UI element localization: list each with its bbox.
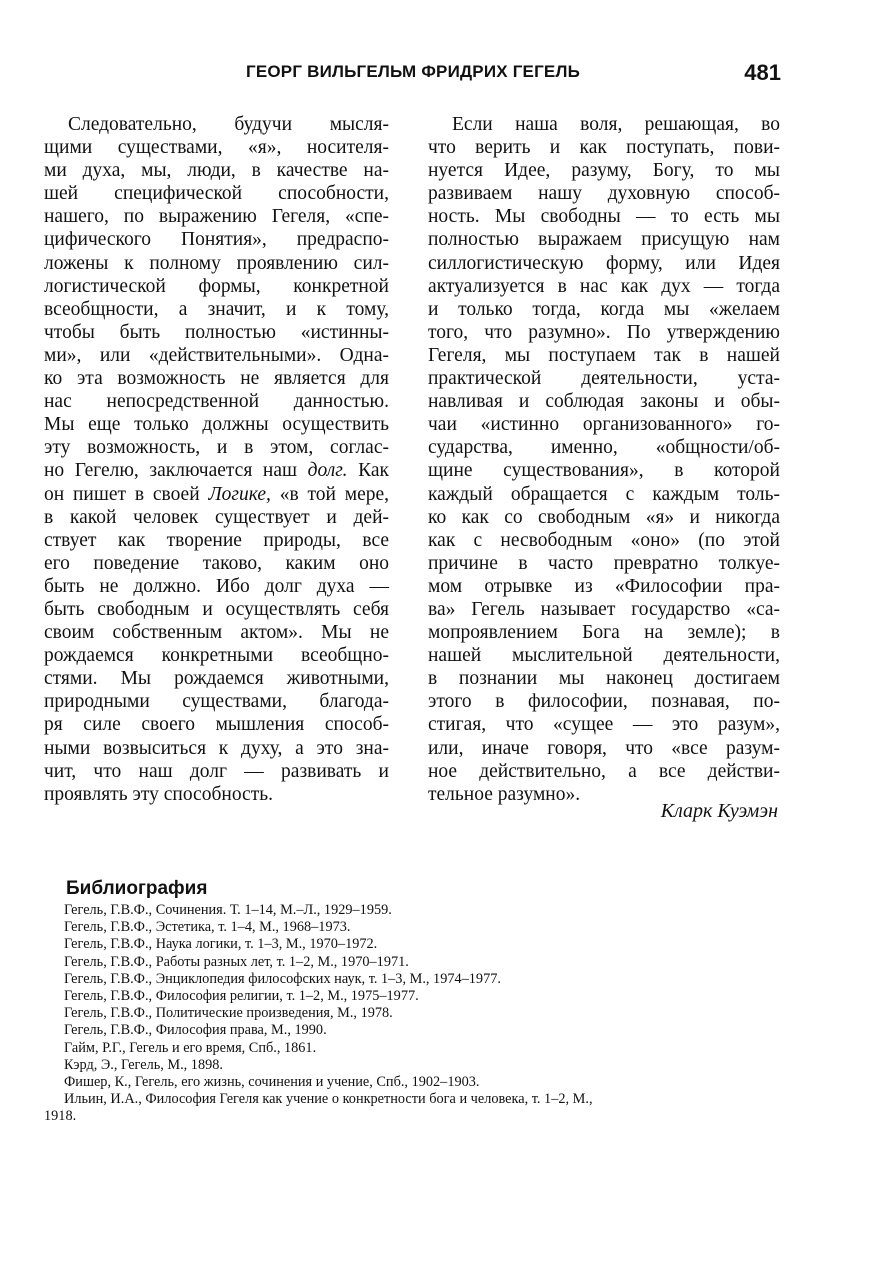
text-line: эту возможность, и в этом, соглас- — [44, 437, 389, 459]
text-line: чтобы быть полностью «истинны- — [44, 321, 389, 343]
text-line: цифического Понятия», предраспо- — [44, 229, 389, 251]
text-line: ко как со свободным «я» и никогда — [428, 506, 780, 528]
bibliography-item: Гегель, Г.В.Ф., Эстетика, т. 1–4, М., 1968–1973. — [64, 919, 351, 936]
bibliography-item-continuation: 1918. — [44, 1108, 77, 1125]
text-line: тельное разумно». — [428, 783, 581, 805]
bibliography-item: Гегель, Г.В.Ф., Наука логики, т. 1–3, М., 1970–1972. — [64, 936, 378, 953]
text-line: ствует как творение природы, все — [44, 529, 389, 551]
text-line: развиваем нашу духовную способ- — [428, 183, 780, 205]
text-line: своим собственным актом». Мы не — [44, 622, 389, 644]
text-line: ва» Гегель называет государство «са- — [428, 598, 780, 620]
text-line: ное действительно, а все действи- — [428, 760, 780, 782]
text-line: как с несвободным «оно» (по этой — [428, 529, 780, 551]
text-line: и только тогда, когда мы «желаем — [428, 298, 780, 320]
text-line: нас непосредственной данностью. — [44, 391, 389, 413]
text-line: быть свободным и осуществлять себя — [44, 598, 389, 620]
bibliography-item: Ильин, И.А., Философия Гегеля как учение о конкретности бога и человека, т. 1–2, М., — [64, 1091, 593, 1108]
text-line: чит, что наш долг — развивать и — [44, 760, 389, 782]
text-line: Если наша воля, решающая, во — [452, 114, 780, 135]
text-line: полностью выражаем присущую нам — [428, 229, 780, 251]
bibliography-item: Гегель, Г.В.Ф., Энциклопедия философских наук, т. 1–3, М., 1974–1977. — [64, 970, 501, 987]
text-line: природными существами, благода- — [44, 691, 389, 713]
bibliography-item: Гегель, Г.В.Ф., Работы разных лет, т. 1–2, М., 1970–1971. — [64, 953, 409, 970]
text-line: проявлять эту способность. — [44, 783, 274, 805]
text-line: Следовательно, будучи мысля- — [68, 114, 389, 135]
text-line: всеобщности, а значит, и к тому, — [44, 298, 389, 320]
text-line: силлогистическую форму, или Идея — [428, 252, 780, 274]
text-line: ко эта возможность не является для — [44, 368, 389, 390]
text-line: нашего, по выражению Гегеля, «спе- — [44, 206, 389, 228]
bibliography-title: Библиография — [66, 878, 208, 899]
text-line: сударства, именно, «общности/об- — [428, 437, 780, 459]
text-line: в познании мы наконец достигаем — [428, 668, 780, 690]
text-line: мом отрывке из «Философии пра- — [428, 575, 780, 597]
text-line: шей специфической способности, — [44, 183, 389, 205]
text-line: практической деятельности, уста- — [428, 368, 780, 390]
text-line: ными возвыситься к духу, а это зна- — [44, 737, 389, 759]
text-line: каждый обращается с каждым толь- — [428, 483, 780, 505]
bibliography-item: Гайм, Р.Г., Гегель и его время, Спб., 1861. — [64, 1039, 317, 1056]
running-title: ГЕОРГ ВИЛЬГЕЛЬМ ФРИДРИХ ГЕГЕЛЬ — [246, 62, 581, 81]
bibliography-item: Гегель, Г.В.Ф., Политические произведения, М., 1978. — [64, 1005, 393, 1022]
text-line: причине в часто превратно толкуе- — [428, 552, 780, 574]
text-line: он пишет в своей Логике, «в той мере, — [44, 483, 390, 505]
bibliography-item: Кэрд, Э., Гегель, М., 1898. — [64, 1056, 223, 1073]
text-line: того, что разумно». По утверждению — [428, 321, 780, 343]
text-line: быть не должно. Ибо долг духа — — [44, 575, 389, 597]
text-line: Мы еще только должны осуществить — [44, 414, 389, 436]
text-line: стигая, что «сущее — это разум», — [428, 714, 780, 736]
text-line: что верить и как поступать, пови- — [428, 137, 780, 159]
text-line: ми», или «действительными». Одна- — [44, 344, 389, 366]
text-line: актуализуется в нас как дух — тогда — [428, 275, 780, 297]
text-line: или, иначе говоря, что «все разум- — [428, 737, 780, 759]
text-line: нашей мыслительной деятельности, — [428, 645, 780, 667]
text-line: Гегеля, мы поступаем так в нашей — [428, 344, 780, 366]
text-line: навливая и соблюдая законы и обы- — [428, 391, 780, 413]
bibliography-item: Фишер, К., Гегель, его жизнь, сочинения и учение, Спб., 1902–1903. — [64, 1073, 480, 1090]
text-line: чаи «истинно организованного» го- — [428, 414, 780, 436]
text-line: ность. Мы свободны — то есть мы — [428, 206, 780, 228]
text-line: стями. Мы рождаемся животными, — [44, 668, 389, 690]
text-line: его поведение таково, каким оно — [44, 552, 389, 574]
text-line: в какой человек существует и дей- — [44, 506, 389, 528]
bibliography-item: Гегель, Г.В.Ф., Сочинения. Т. 1–14, М.–Л., 1929–1959. — [64, 902, 392, 918]
bibliography-item: Гегель, Г.В.Ф., Философия права, М., 1990. — [64, 1022, 327, 1039]
bibliography — [44, 878, 784, 1125]
text-line: нуется Идее, разуму, Богу, то мы — [428, 160, 780, 182]
text-line: рождаемся конкретными всеобщно- — [44, 645, 389, 667]
text-line: но Гегелю, заключается наш долг. Как — [44, 460, 389, 482]
left-column — [44, 113, 389, 806]
text-line: ложены к полному проявлению сил- — [44, 252, 389, 274]
text-line: щине существования», в которой — [428, 460, 780, 482]
text-line: мопроявлением Бога на земле); в — [428, 622, 780, 644]
bibliography-item: Гегель, Г.В.Ф., Философия религии, т. 1–2, М., 1975–1977. — [64, 987, 419, 1004]
page-number: 481 — [744, 60, 781, 85]
text-line: ря силе своего мышления способ- — [44, 714, 389, 736]
text-line: щими существами, «я», носителя- — [44, 137, 389, 159]
author-signature: Кларк Куэмэн — [660, 800, 778, 822]
text-line: ми духа, мы, люди, в качестве на- — [44, 160, 389, 182]
bibliography-list — [44, 902, 784, 1108]
text-line: логистической формы, конкретной — [44, 275, 389, 297]
text-line: этого в философии, познавая, по- — [428, 691, 780, 713]
right-column — [428, 113, 780, 806]
page-header — [40, 62, 781, 86]
